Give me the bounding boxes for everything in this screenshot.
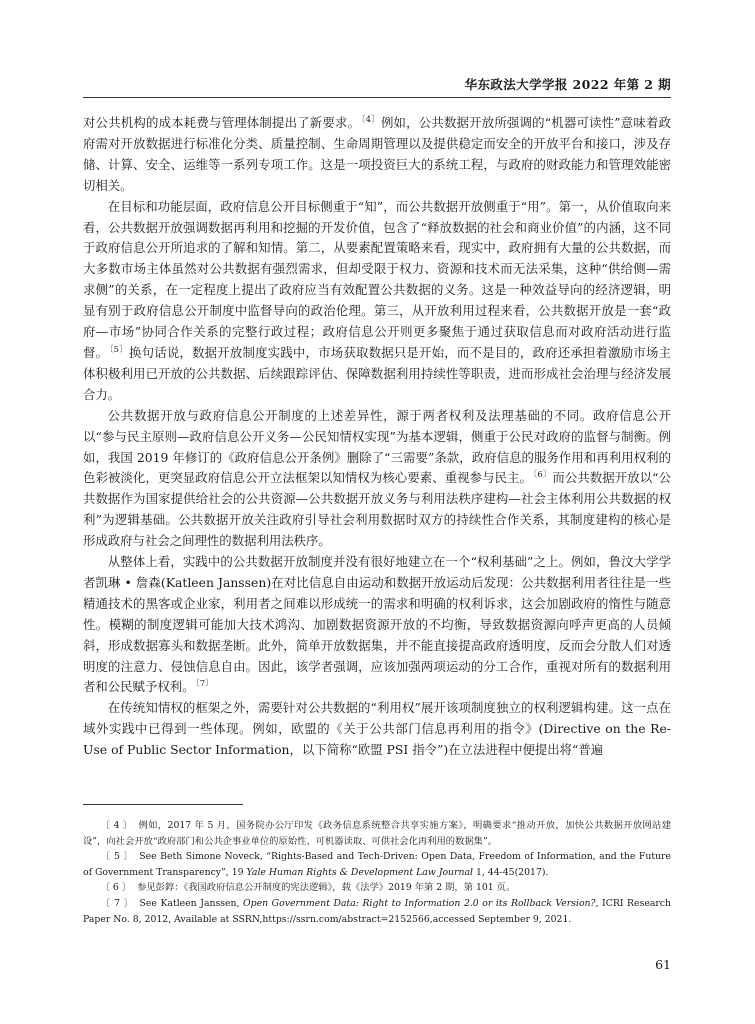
paragraph-text: 在传统知情权的框架之外，需要针对公共数据的“利用权”展开该项制度独立的权利逻辑构建。这一点在域外实践中已得到一些体现。例如，欧盟的《关于公共部门信息再利用的指令》(Directive on the Re-Use of Public Sector Information，以下简称“欧盟 PSI 指令”)在立法进程中便提出将“普遍 <box>83 700 671 758</box>
paragraph-text: 公共数据开放与政府信息公开制度的上述差异性，源于两者权利及法理基础的不同。政府信息公开以“参与民主原则—政府信息公开义务—公民知情权实现”为基本逻辑，侧重于公民对政府的监督与制衡。例如，我国 2019 年修订的《政府信息公开条例》删除了“三需要”条款，政府信息的服务作用和再利用权利的色彩被淡化，更突显政府信息公开立法框架以知情权为核心要素、重视参与民主。 <box>83 407 671 486</box>
footnote <box>83 896 671 927</box>
paragraph-text: 而公共数据开放以“公共数据作为国家提供给社会的公共资源—公共数据开放义务与利用法秩序建构—社会主体利用公共数据的权利”为逻辑基础。公共数据开放关注政府引导社会利用数据时双方的持续性合作关系，其制度建构的核心是形成政府与社会之间理性的数据利用法秩序。 <box>83 470 671 549</box>
footnote <box>83 818 671 849</box>
body-paragraph <box>83 406 671 552</box>
footnote-divider <box>83 804 243 805</box>
paragraph-text: 从整体上看，实践中的公共数据开放制度并没有很好地建立在一个“权利基础”之上。例如，鲁汶大学学者凯琳 • 詹森(Katleen Janssen)在对比信息自由运动和数据开放运动后发现：公共数据利用者往往是一些精通技术的黑客或企业家，利用者之间难以形成统一的需求和明确的权利诉求，这会加剧政府的惰性与随意性。模糊的制度逻辑可能加大技术鸿沟、加剧数据资源开放的不均衡，导致数据资源向呼声更高的人员倾斜，形成数据寡头和数据垄断。此外，简单开放数据集，并不能直接提高政府透明度，反而会分散人们对透明度的注意力、侵蚀信息自由。因此，该学者强调，应该加强两项运动的分工合作，重视对所有的数据利用者和公民赋予权利。 <box>83 554 671 695</box>
article-body <box>83 113 671 761</box>
footnote-ref: 〔6〕 <box>533 470 552 481</box>
body-paragraph <box>83 552 671 698</box>
footnote-mark: 〔 5 〕 <box>100 851 134 863</box>
paragraph-text: 对公共机构的成本耗费与管理体制提出了新要求。 <box>83 115 361 130</box>
footnote-mark: 〔 7 〕 <box>100 897 134 909</box>
footnote-text: See Katleen Janssen, <box>139 897 244 909</box>
footnotes <box>83 818 671 927</box>
paragraph-text: 在目标和功能层面，政府信息公开目标侧重于“知”，而公共数据开放侧重于“用”。第一，从价值取向来看，公共数据开放强调数据再利用和挖掘的开发价值，包含了“释放数据的社会和商业价值”的内涵，这不同于政府信息公开所追求的了解和知情。第二，从要素配置策略来看，现实中，政府拥有大量的公共数据，而大多数市场主体虽然对公共数据有强烈需求，但却受限于权力、资源和技术而无法采集，这种“供给侧—需求侧”的关系，在一定程度上提出了政府应当有效配置公共数据的义务。这是一种效益导向的经济逻辑，明显有别于政府信息公开制度中监督导向的政治伦理。第三，从开放利用过程来看，公共数据开放是一套“政府—市场”协同合作关系的完整行政过程；政府信息公开则更多聚焦于通过获取信息而对政府活动进行监督。 <box>83 198 671 360</box>
footnote-text: See Beth Simone Noveck, “Rights-Based and Tech-Driven: Open Data, Freedom of Information, and the Future of Government Transparency”, 19 <box>83 851 671 878</box>
footnote-text: 参见彭錞：《我国政府信息公开制度的宪法逻辑》，载《法学》2019 年第 2 期，第 101 页。 <box>137 882 516 894</box>
footnote-text: , ICRI Research Paper No. 8, 2012, Available at SSRN,https://ssrn.com/abstract=2152566,accessed September 9, 2021. <box>83 897 672 925</box>
body-paragraph <box>83 197 671 406</box>
body-paragraph <box>83 113 671 197</box>
footnote-ref: 〔5〕 <box>109 344 129 355</box>
footnote-ref: 〔7〕 <box>195 679 214 690</box>
footnote-ref: 〔4〕 <box>361 115 380 125</box>
running-header <box>83 73 671 98</box>
footnote-italic-title: Yale Human Rights & Development Law Journal <box>246 866 473 878</box>
footnote-mark: 〔 4 〕 <box>100 820 133 831</box>
footnote-text: 例如，2017 年 5 月，国务院办公厅印发《政务信息系统整合共享实施方案》，明确要求“推动开放，加快公共数据开放网站建设”，向社会开放“政府部门和公共企事业单位的原始性、可机器读取、可供社会化再利用的数据集”。 <box>83 820 672 847</box>
journal-title: 华东政法大学学报 <box>464 77 568 92</box>
body-paragraph <box>83 698 671 761</box>
footnote-italic-title: Open Government Data: Right to Information 2.0 or its Rollback Version? <box>243 897 596 909</box>
footnote-mark: 〔 6 〕 <box>100 882 132 894</box>
footnote <box>83 880 671 896</box>
header-journal-info <box>465 75 671 93</box>
footnote <box>83 849 671 880</box>
paragraph-text: 例如，公共数据开放所强调的“机器可读性”意味着政府需对开放数据进行标准化分类、质量控制、生命周期管理以及提供稳定而安全的开放平台和接口，涉及存储、计算、安全、运维等一系列专项工作。这是一项投资巨大的系统工程，与政府的财政能力和管理效能密切相关。 <box>83 115 671 193</box>
footnote-text: 1, 44-45(2017). <box>473 866 549 878</box>
page-number: 61 <box>655 957 671 972</box>
issue-label: 2022 年第 2 期 <box>572 77 671 92</box>
paragraph-text: 换句话说，数据开放制度实践中，市场获取数据只是开始，而不是目的，政府还承担着激励市场主体积极利用已开放的公共数据、后续跟踪评估、保障数据利用持续性等职责，进而形成社会治理与经济发展合力。 <box>83 344 671 402</box>
